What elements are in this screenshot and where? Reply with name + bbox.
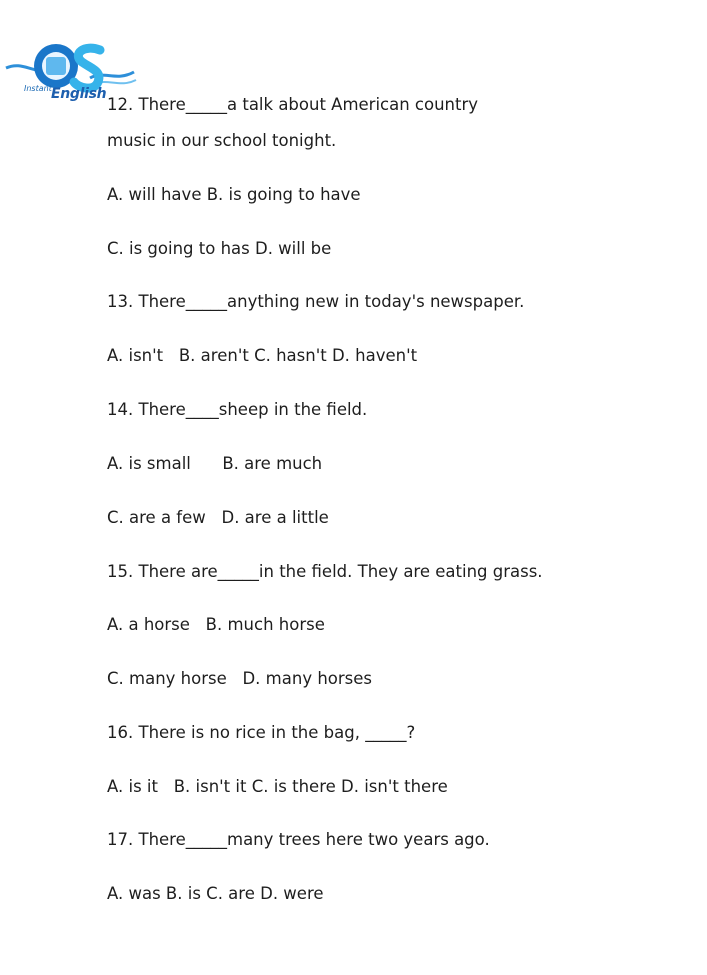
question-15: 15. There are_____in the field. They are eating grass.: [107, 562, 543, 581]
question-14: 14. There____sheep in the field.: [107, 400, 368, 419]
question-12-line-2: music in our school tonight.: [107, 131, 337, 150]
question-17-options: A. was B. is C. are D. were: [107, 884, 324, 903]
question-13-options: A. isn't B. aren't C. hasn't D. haven't: [107, 346, 418, 365]
question-12-line-1: 12. There_____a talk about American country: [107, 95, 479, 114]
question-16: 16. There is no rice in the bag, _____?: [107, 723, 416, 742]
logo-wordmark: English: [51, 86, 107, 102]
question-14-options-cd: C. are a few D. are a little: [107, 508, 329, 527]
question-14-options-ab: A. is small B. are much: [107, 454, 323, 473]
question-12-options-ab: A. will have B. is going to have: [107, 185, 361, 204]
question-16-options: A. is it B. isn't it C. is there D. isn't there: [107, 777, 448, 796]
question-13: 13. There_____anything new in today's newspaper.: [107, 292, 525, 311]
question-15-options-cd: C. many horse D. many horses: [107, 669, 373, 688]
logo-subtitle: Instant: [24, 84, 52, 93]
question-12-options-cd: C. is going to has D. will be: [107, 239, 332, 258]
question-17: 17. There_____many trees here two years ago.: [107, 830, 490, 849]
question-15-options-ab: A. a horse B. much horse: [107, 615, 325, 634]
